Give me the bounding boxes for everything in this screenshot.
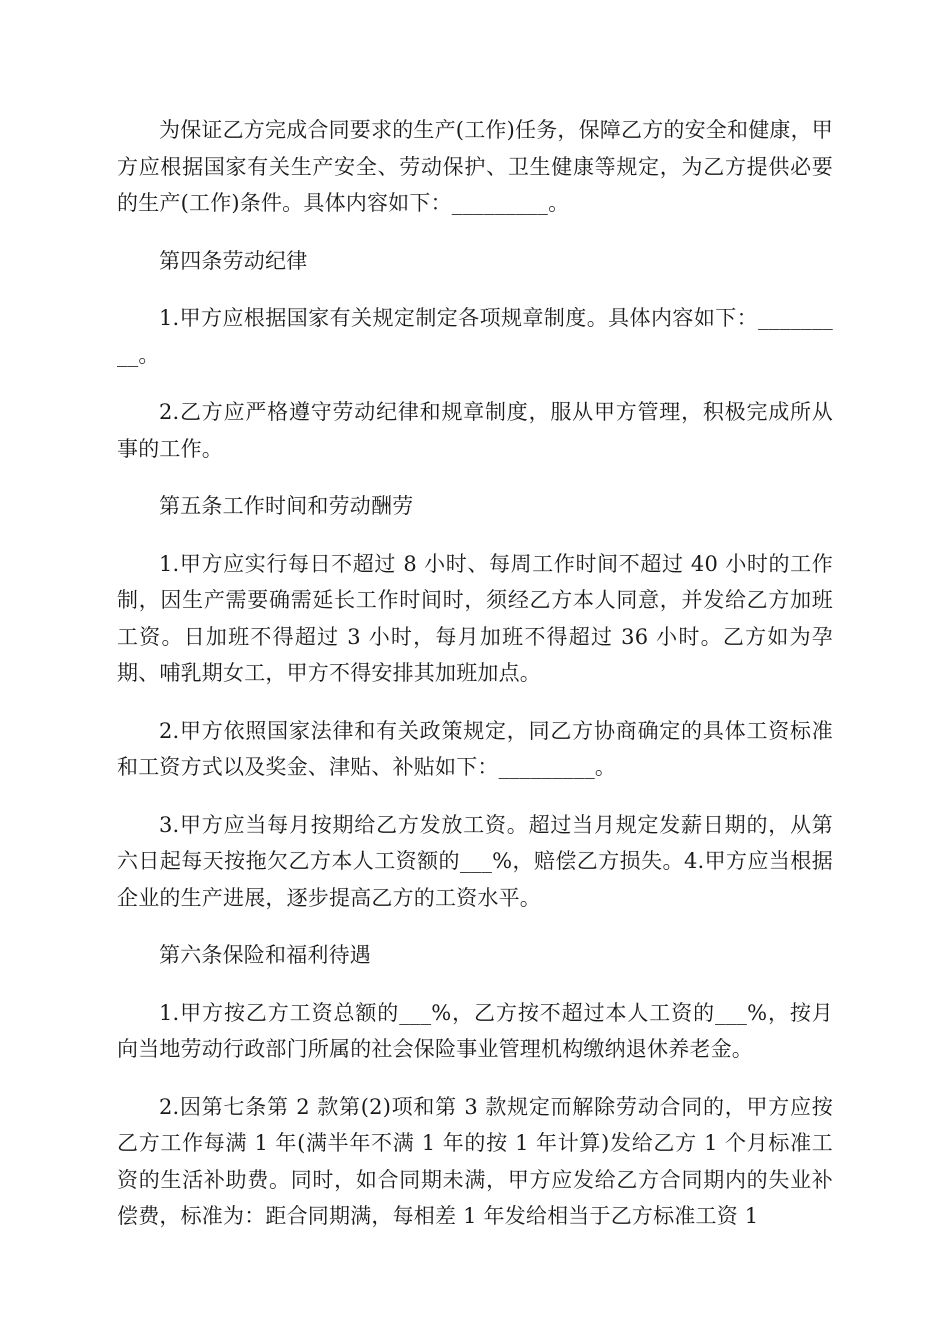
paragraph-working-conditions: 为保证乙方完成合同要求的生产(工作)任务，保障乙方的安全和健康，甲方应根据国家有关生产安全、劳动保护、卫生健康等规定，为乙方提供必要的生产(工作)条件。具体内容如下：_________。 (117, 118, 833, 215)
paragraph-article-4-item-2: 2.乙方应严格遵守劳动纪律和规章制度，服从甲方管理，积极完成所从事的工作。 (117, 400, 833, 461)
paragraph-article-6-item-2: 2.因第七条第 2 款第(2)项和第 3 款规定而解除劳动合同的，甲方应按乙方工作每满 1 年(满半年不满 1 年的按 1 年计算)发给乙方 1 个月标准工资的生活补助费。同时，如合同期未满，甲方应发给乙方合同期内的失业补偿费，标准为：距合同期满，每相差 1 年发给相当于乙方标准工资 1 (117, 1094, 833, 1228)
paragraph-article-4-item-1: 1.甲方应根据国家有关规定制定各项规章制度。具体内容如下：_________。 (117, 306, 833, 367)
paragraph-article-5-item-3: 3.甲方应当每月按期给乙方发放工资。超过当月规定发薪日期的，从第六日起每天按拖欠乙方本人工资额的___%，赔偿乙方损失。4.甲方应当根据企业的生产进展，逐步提高乙方的工资水平。 (117, 812, 833, 910)
paragraph-article-6-item-1: 1.甲方按乙方工资总额的___%，乙方按不超过本人工资的___%，按月向当地劳动行政部门所属的社会保险事业管理机构缴纳退休养老金。 (117, 1000, 833, 1061)
paragraph-article-5-item-2: 2.甲方依照国家法律和有关政策规定，同乙方协商确定的具体工资标准和工资方式以及奖金、津贴、补贴如下：_________。 (117, 718, 833, 779)
document-body (117, 112, 833, 1256)
heading-article-6: 第六条保险和福利待遇 (159, 943, 371, 967)
heading-article-4: 第四条劳动纪律 (159, 248, 308, 273)
paragraph-article-5-item-1: 1.甲方应实行每日不超过 8 小时、每周工作时间不超过 40 小时的工作制，因生产需要确需延长工作时间时，须经乙方本人同意，并发给乙方加班工资。日加班不得超过 3 小时，每月加班不得超过 36 小时。乙方如为孕期、哺乳期女工，甲方不得安排其加班加点。 (117, 551, 833, 685)
heading-article-5: 第五条工作时间和劳动酬劳 (159, 494, 414, 518)
